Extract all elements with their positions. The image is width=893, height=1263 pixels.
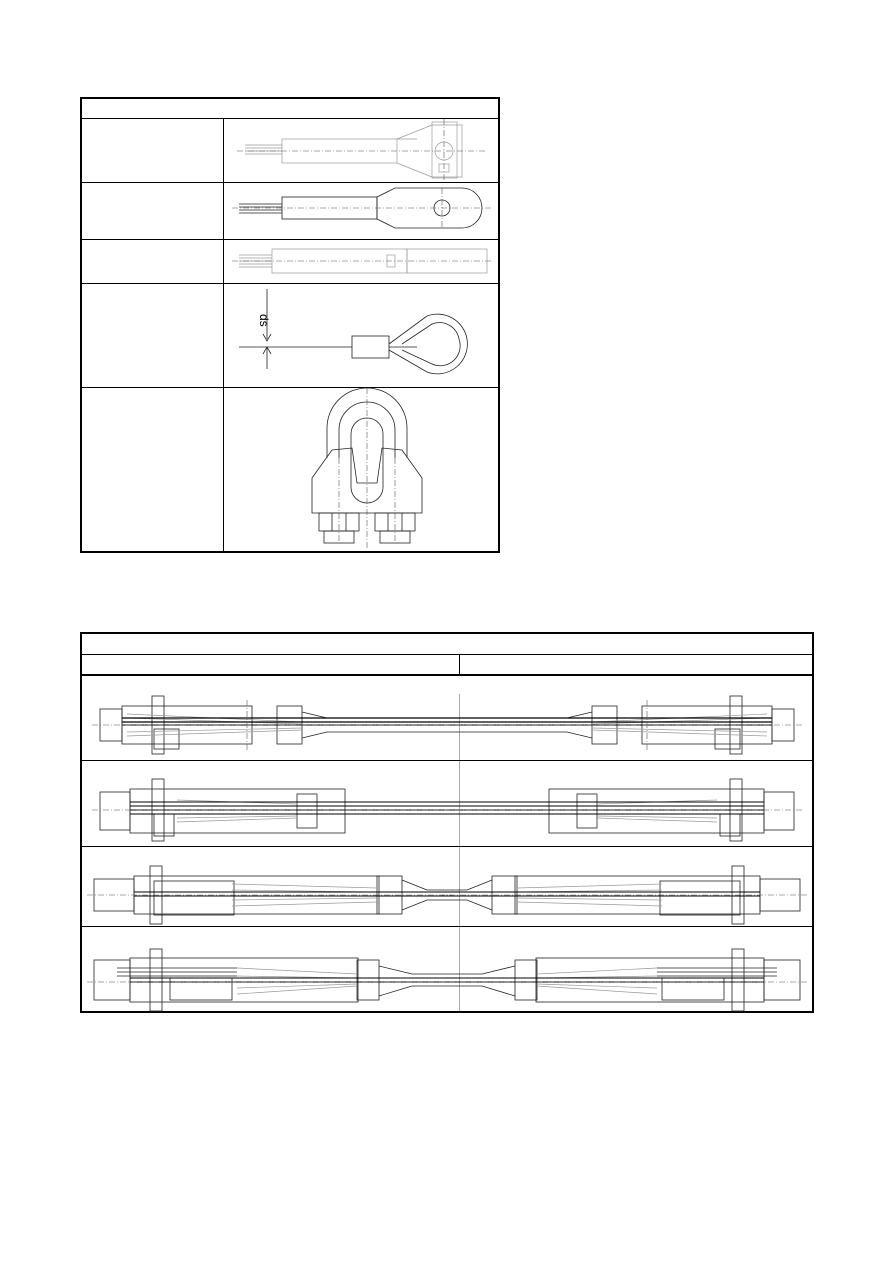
anchorage-3-left bbox=[87, 866, 452, 924]
wire-rope-clip-drawing bbox=[227, 388, 497, 550]
anchorage-drawings bbox=[82, 634, 816, 1015]
table-row bbox=[82, 283, 498, 387]
anchorage-1-left bbox=[92, 696, 452, 754]
anchorage-4-left bbox=[87, 949, 452, 1011]
anchorage-4-right bbox=[442, 949, 807, 1011]
table-row bbox=[82, 239, 498, 283]
anchorage-2-right bbox=[442, 779, 802, 841]
eye-socket-drawing bbox=[227, 183, 497, 238]
threaded-stud-drawing bbox=[227, 240, 497, 282]
anchorage-2-left bbox=[92, 779, 452, 841]
anchorage-table bbox=[80, 632, 814, 1013]
terminations-table bbox=[80, 97, 500, 553]
open-socket-drawing bbox=[227, 119, 497, 181]
table-row bbox=[82, 118, 498, 182]
table-row bbox=[82, 182, 498, 239]
table-row bbox=[82, 387, 498, 553]
anchorage-1-right bbox=[442, 696, 802, 754]
thimble-eye-drawing bbox=[227, 284, 497, 384]
dimension-label-ds: ds bbox=[257, 314, 271, 327]
anchorage-3-right bbox=[442, 866, 807, 924]
